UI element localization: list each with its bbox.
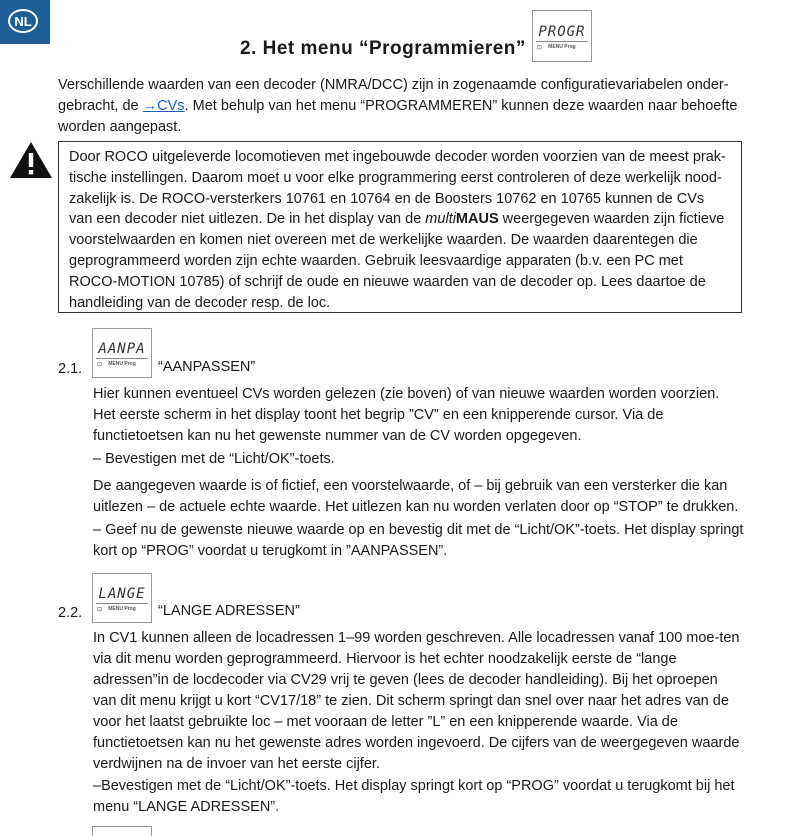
display-sub-label: MENU Prog: [108, 361, 136, 367]
display-sub-label: MENU Prog: [108, 606, 136, 612]
page-title: 2. Het menu “Programmieren”: [240, 38, 526, 59]
display-word: AANPA: [98, 340, 146, 357]
display-symbol-icon: ⊡: [97, 606, 103, 613]
section-paragraph: – Bevestigen met de “Licht/OK”-toets.: [93, 451, 335, 467]
display-divider: [536, 41, 588, 42]
language-tab: [0, 0, 50, 44]
display-icon-progr: [532, 10, 592, 62]
section-paragraph: –Bevestigen met de “Licht/OK”-toets. Het display springt kort op “PROG” voordat u terugkomt bij het menu “LANGE ADRESSEN”.: [93, 778, 735, 815]
display-symbol-icon: ⊡: [536, 44, 542, 51]
cvs-link[interactable]: →CVs: [142, 98, 185, 114]
display-word: LANGE: [98, 585, 146, 602]
warning-text: Door ROCO uitgeleverde locomotieven met ingebouwde decoder worden voorzien van de meest prak-tische instellingen. Daarom moet u voor elke programmering eerst controleren of deze werkelijk nood-zakelijk is. De ROCO-versterkers 10761 en 10764 en de Boosters 10762 en 10765 kunnen de CVs van een decoder niet uitlezen. De in het display van de multiMAUS weergegeven waarden zijn fictieve voorstelwaarden en komen niet overeen met de werkelijke waarden. De waarden daarentegen die geprogrammeerd worden zijn echte waarden. Gebruik leesvaardige apparaten (b.v. een PC met ROCO-MOTION 10785) of schrijf de oude en nieuwe waarden van de decoder op. Lees daartoe de handleiding van de decoder resp. de loc.: [69, 149, 726, 311]
page-header: [240, 10, 592, 62]
section-number: 2.2.: [58, 605, 83, 621]
section-paragraph: – Geef nu de gewenste nieuwe waarde op en bevestig dit met de “Licht/OK”-toets. Het display springt kort op “PROG” voordat u terugkomt in ”AANPASSEN”.: [93, 522, 744, 559]
display-icon-aanpa: [92, 328, 152, 378]
intro-paragraph: Verschillende waarden van een decoder (NMRA/DCC) zijn in zogenaamde configuratievariabelen onder-gebracht, de →CVs. Met behulp van het menu “PROGRAMMEREN” kunnen deze waarden naar behoefte worden aangepast.: [58, 77, 738, 135]
brand-prefix: multi: [425, 211, 456, 228]
section-title: “AANPASSEN”: [158, 359, 256, 375]
display-icon-lange: [92, 573, 152, 623]
section-paragraph: In CV1 kunnen alleen de locadressen 1–99 worden geschreven. Alle locadressen vanaf 100 moe-ten via dit menu worden geprogrammeerd. Hiervoor is het echter noodzakelijk eerste de “lange adressen”in de locdecoder via CV29 vrij te geven (lees de decoder handleiding). Bij het oproepen van dit menu krijgt u kort “CV17/18” te zien. Dit scherm springt dan snel over naar het adres van de voor het laatst gebruikte loc – met vooraan de letter ”L” en een knipperende waarde. Via de functietoetsen kan nu het gewenste adres worden ingevoerd. De cijfers van de weergegeven waarde verdwijnen na de invoer van het eerste cijfer.: [93, 630, 740, 772]
section-paragraph: Hier kunnen eventueel CVs worden gelezen (zie boven) of van nieuwe waarden worden voorzien. Het eerste scherm in het display toont het begrip ”CV” en een knipperende cursor. Via de functietoetsen kan nu het gewenste nummer van de CV worden opgegeven.: [93, 386, 720, 444]
section-number: 2.1.: [58, 361, 83, 377]
display-symbol-icon: ⊡: [97, 361, 103, 368]
brand-name: MAUS: [455, 211, 499, 228]
display-sub-label: MENU Prog: [548, 44, 576, 50]
next-display-icon-partial: [92, 826, 152, 836]
display-word: PROGR: [538, 23, 586, 40]
section-paragraph: De aangegeven waarde is of fictief, een voorstelwaarde, of – bij gebruik van een versterker die kan uitlezen – de actuele echte waarde. Het uitlezen kan nu worden verlaten door op “STOP” te drukken.: [93, 478, 739, 515]
language-badge: NL: [8, 9, 38, 33]
warning-icon: [9, 140, 53, 180]
section-title: “LANGE ADRESSEN”: [158, 603, 300, 619]
warning-box: [58, 141, 742, 313]
